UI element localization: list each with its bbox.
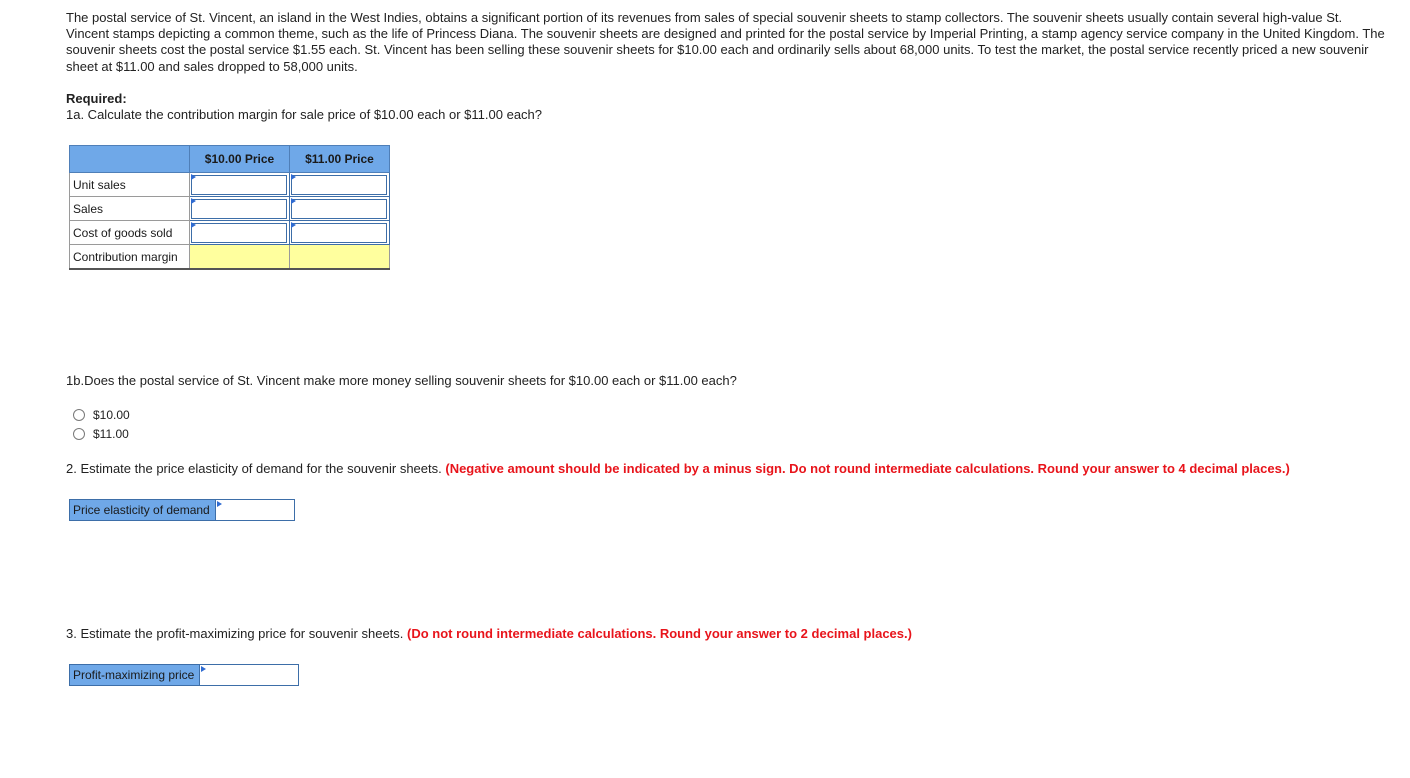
table-row-sales: [70, 197, 390, 221]
radio-label-11: $11.00: [93, 427, 129, 441]
radio-option-10[interactable]: [73, 408, 130, 422]
price-elasticity-input[interactable]: [216, 500, 294, 520]
question-2-text: 2. Estimate the price elasticity of demand for the souvenir sheets.: [66, 461, 446, 476]
row-label-unit-sales: Unit sales: [70, 173, 190, 197]
profit-max-price-input[interactable]: [200, 665, 298, 685]
table-row-contribution-margin: [70, 245, 390, 270]
column-header-10: $10.00 Price: [190, 146, 290, 173]
required-heading: Required:: [66, 91, 127, 106]
table-header-row: [70, 146, 390, 173]
table-row-unit-sales: [70, 173, 390, 197]
radio-button-icon[interactable]: [73, 428, 85, 440]
column-header-11: $11.00 Price: [290, 146, 390, 173]
problem-intro: The postal service of St. Vincent, an island in the West Indies, obtains a significant portion of its revenues from sales of special souvenir sheets to stamp collectors. The souvenir sheets usually contain several high-value St. Vincent stamps depicting a common theme, such as the life of Princess Diana. The souvenir sheets are designed and printed for the postal service by Imperial Printing, a stamp agency service company in the United Kingdom. The souvenir sheets cost the postal service $1.55 each. St. Vincent has been selling these souvenir sheets for $10.00 each and ordinarily sells about 68,000 units. To test the market, the postal service recently priced a new souvenir sheet at $11.00 and sales dropped to 58,000 units.: [66, 10, 1385, 74]
price-elasticity-field: [69, 499, 295, 521]
cell-sales-10: [190, 197, 290, 221]
cogs-10-input[interactable]: [191, 223, 287, 243]
profit-max-price-label: Profit-maximizing price: [70, 665, 200, 685]
radio-option-11[interactable]: [73, 427, 129, 441]
question-3: [66, 626, 912, 641]
cell-cogs-11: [290, 221, 390, 245]
price-elasticity-input-wrap: [216, 500, 294, 520]
sales-10-input[interactable]: [191, 199, 287, 219]
row-label-contribution-margin: Contribution margin: [70, 245, 190, 270]
profit-max-price-field: [69, 664, 299, 686]
radio-button-icon[interactable]: [73, 409, 85, 421]
question-2-note: (Negative amount should be indicated by a minus sign. Do not round intermediate calculations. Round your answer to 4 decimal places.): [445, 461, 1290, 476]
cell-sales-11: [290, 197, 390, 221]
contribution-margin-11-cell: [290, 245, 390, 270]
row-label-cogs: Cost of goods sold: [70, 221, 190, 245]
table-corner: [70, 146, 190, 173]
price-elasticity-label: Price elasticity of demand: [70, 500, 216, 520]
unit-sales-10-input[interactable]: [191, 175, 287, 195]
radio-label-10: $10.00: [93, 408, 130, 422]
contribution-margin-10-cell: [190, 245, 290, 270]
cogs-11-input[interactable]: [291, 223, 387, 243]
cell-cogs-10: [190, 221, 290, 245]
question-3-text: 3. Estimate the profit-maximizing price for souvenir sheets.: [66, 626, 408, 641]
unit-sales-11-input[interactable]: [291, 175, 387, 195]
sales-11-input[interactable]: [291, 199, 387, 219]
profit-max-price-input-wrap: [200, 665, 298, 685]
question-1b: 1b.Does the postal service of St. Vincent make more money selling souvenir sheets for $10.00 each or $11.00 each?: [66, 373, 737, 388]
cell-unit-sales-10: [190, 173, 290, 197]
cell-unit-sales-11: [290, 173, 390, 197]
row-label-sales: Sales: [70, 197, 190, 221]
contribution-margin-table: [69, 145, 390, 270]
question-2: [66, 461, 1290, 476]
question-3-note: (Do not round intermediate calculations. Round your answer to 2 decimal places.): [407, 626, 912, 641]
question-1a: 1a. Calculate the contribution margin for sale price of $10.00 each or $11.00 each?: [66, 107, 543, 122]
table-row-cogs: [70, 221, 390, 245]
